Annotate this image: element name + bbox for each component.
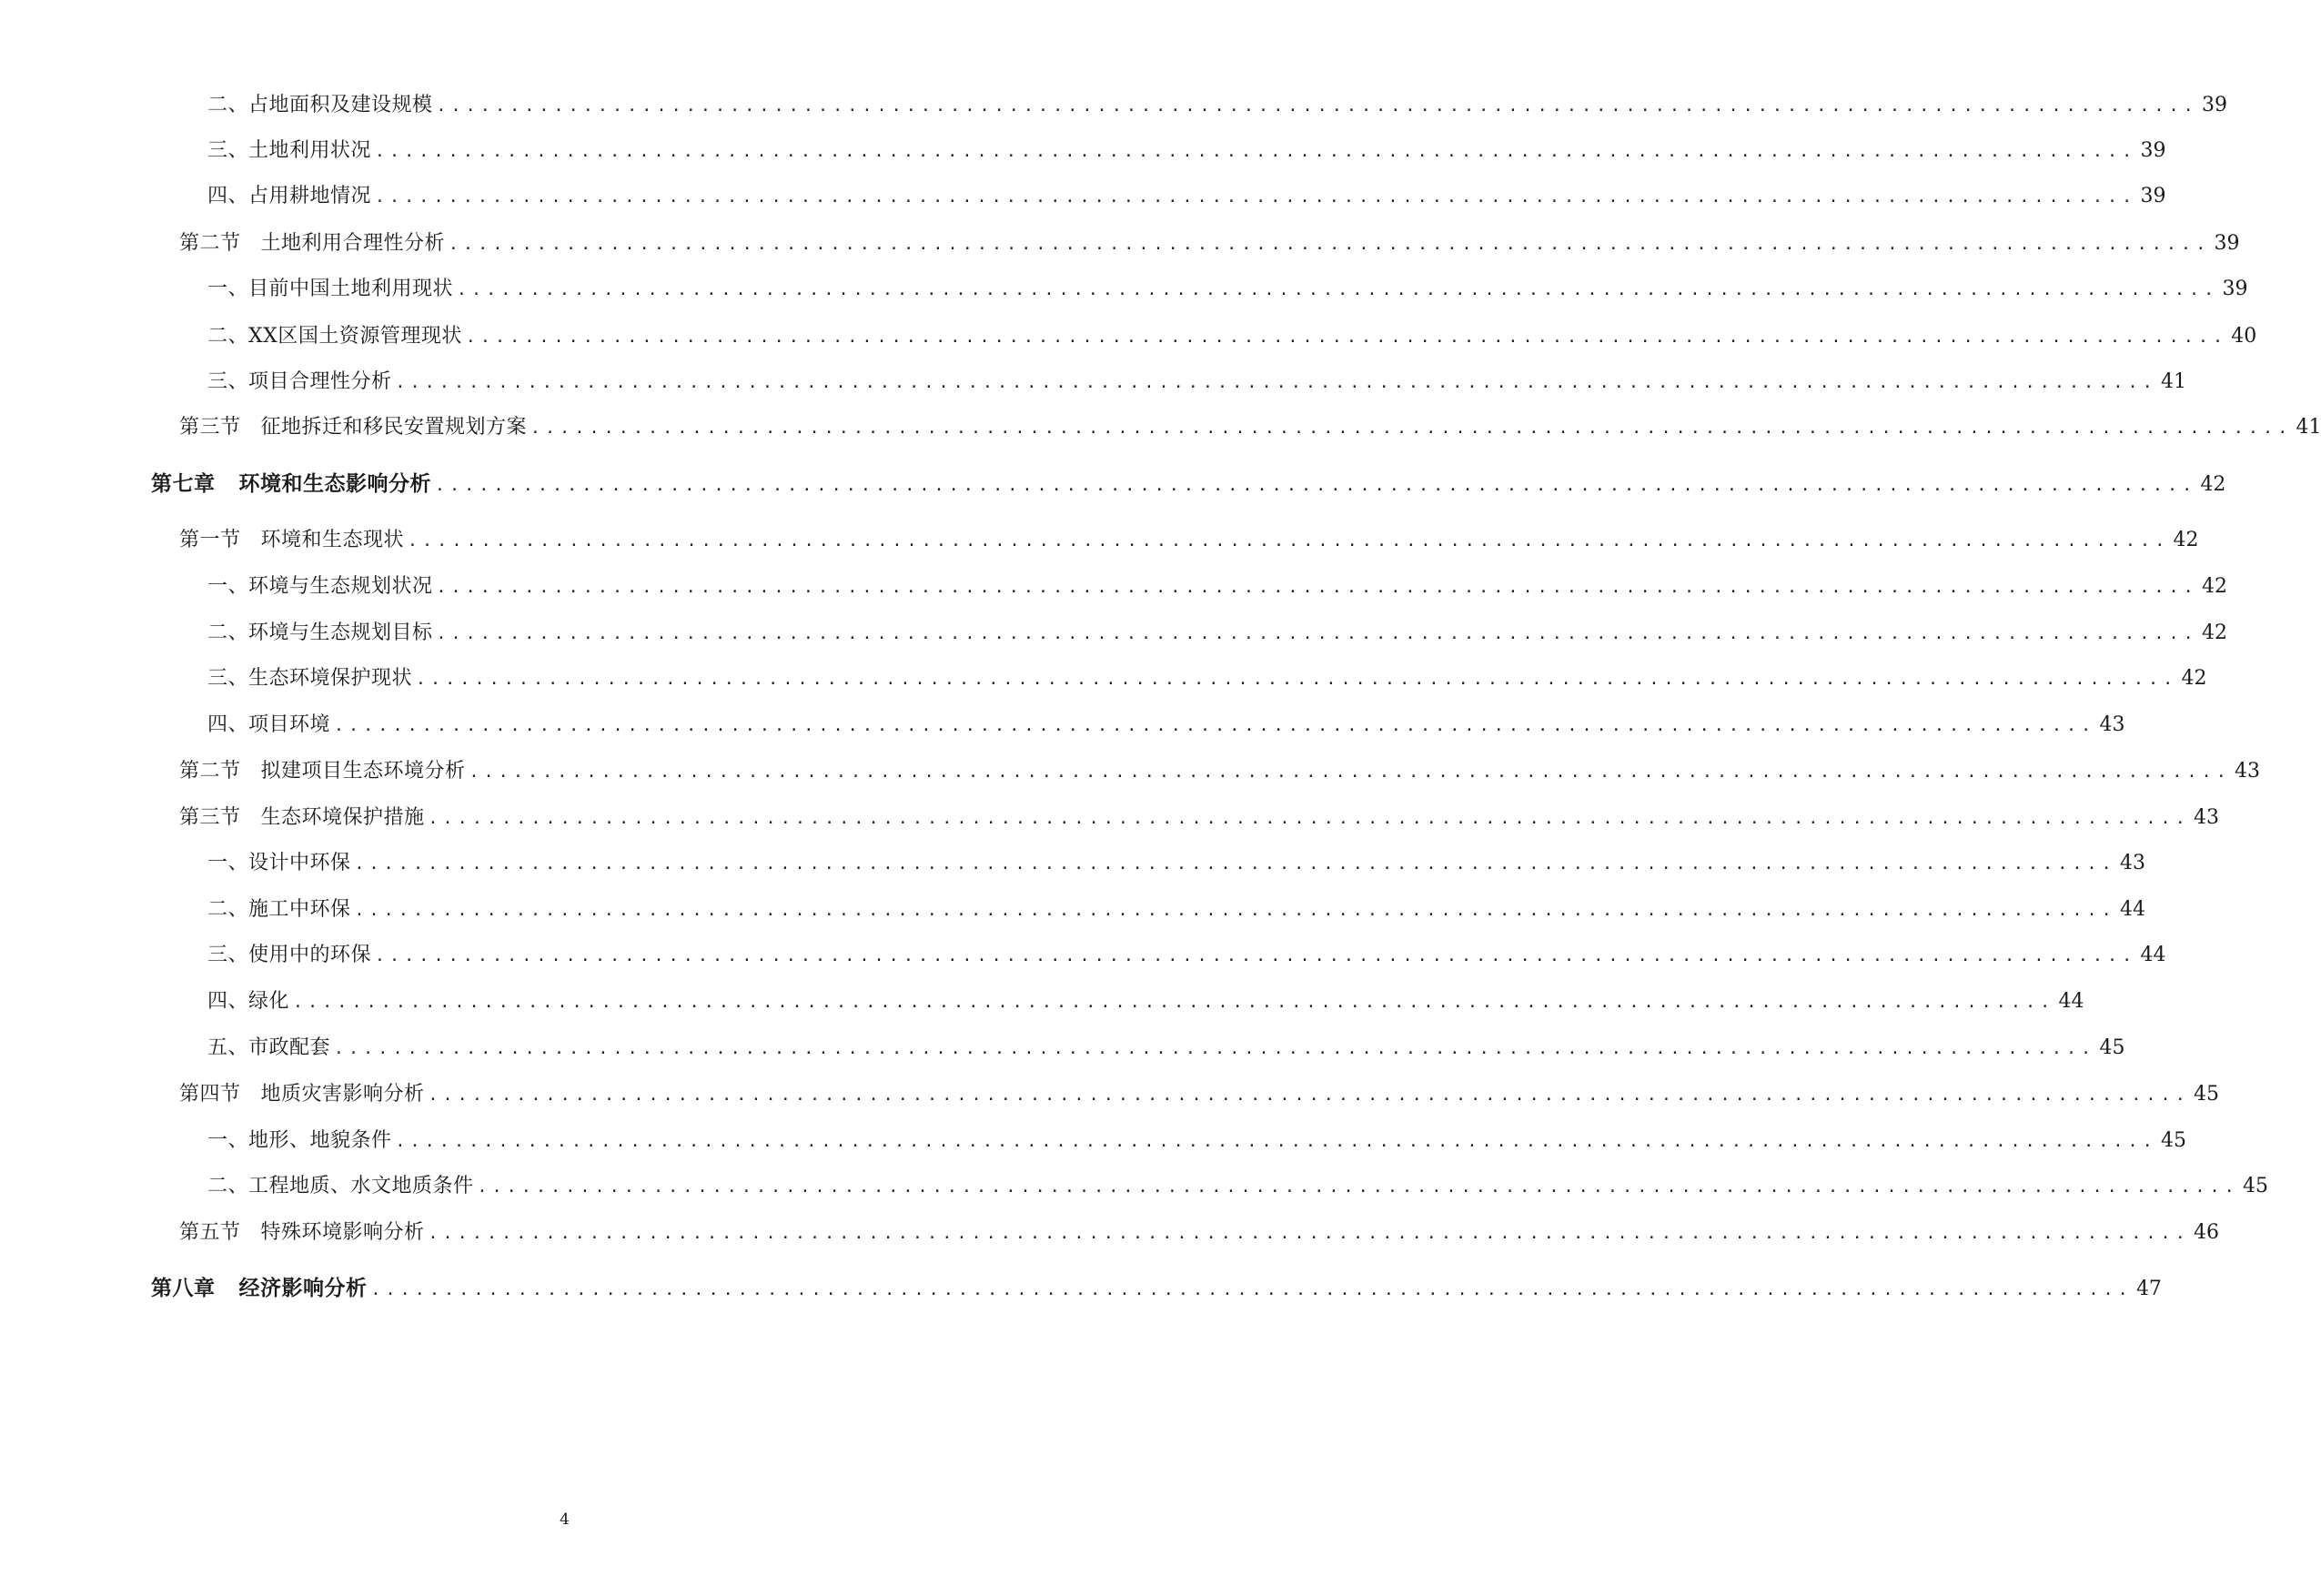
toc-entry-title	[207, 364, 392, 400]
toc-entry-page: 44	[2119, 898, 2145, 921]
toc-dot-leader: ........................................................................................................................	[449, 235, 2211, 254]
toc-dot-leader: ........................................................................................................................	[416, 670, 2178, 689]
toc-entry-title	[207, 271, 453, 308]
toc-entry-page: 45	[2099, 1036, 2125, 1059]
toc-dot-leader: ........................................................................................................................	[435, 476, 2197, 495]
toc-entry-label: 二、施工中环保	[207, 898, 351, 921]
toc-entry-prefix: 第八章	[151, 1277, 216, 1300]
toc-entry-item[interactable]	[207, 892, 2145, 928]
toc-entry-title	[207, 892, 351, 928]
toc-entry-label: 环境和生态现状	[260, 529, 405, 551]
toc-entry-page: 40	[2231, 325, 2257, 348]
toc-dot-leader: ........................................................................................................................	[428, 1086, 2190, 1105]
toc-dot-leader: ........................................................................................................................	[375, 142, 2137, 161]
toc-entry-page: 44	[2058, 990, 2084, 1013]
toc-entry-chapter[interactable]	[151, 466, 2226, 502]
toc-dot-leader: ........................................................................................................................	[334, 1039, 2096, 1058]
toc-entry-label: 三、项目合理性分析	[207, 370, 392, 393]
toc-entry-page: 45	[2160, 1129, 2186, 1152]
toc-entry-section[interactable]	[179, 1215, 2219, 1251]
toc-entry-title	[207, 318, 462, 355]
toc-entry-item[interactable]	[207, 1030, 2125, 1066]
toc-entry-title	[207, 937, 371, 974]
toc-entry-page: 42	[2201, 621, 2227, 644]
toc-entry-title	[179, 522, 404, 559]
toc-entry-section[interactable]	[179, 800, 2219, 836]
toc-dot-leader: ........................................................................................................................	[408, 531, 2170, 551]
toc-entry-label: 一、地形、地貌条件	[207, 1129, 392, 1152]
toc-entry-label: 二、环境与生态规划目标	[207, 621, 433, 644]
toc-entry-item[interactable]	[207, 845, 2145, 882]
toc-entry-item[interactable]	[207, 937, 2166, 974]
toc-entry-label: 环境和生态影响分析	[238, 472, 431, 496]
toc-entry-label: 三、使用中的环保	[207, 944, 372, 966]
toc-entry-section[interactable]	[179, 522, 2199, 559]
toc-entry-page: 46	[2193, 1221, 2219, 1244]
toc-entry-label: 生态环境保护措施	[260, 806, 425, 829]
toc-entry-section[interactable]	[179, 1076, 2219, 1113]
toc-entry-label: 三、生态环境保护现状	[207, 667, 413, 690]
page-number: 4	[560, 1510, 570, 1529]
toc-entry-page: 39	[2214, 232, 2240, 255]
toc-entry-prefix: 第二节	[179, 760, 241, 783]
toc-entry-title	[207, 1168, 474, 1205]
toc-entry-page: 43	[2193, 806, 2219, 829]
toc-entry-page: 47	[2135, 1278, 2162, 1300]
toc-entry-label: 四、占用耕地情况	[207, 185, 372, 207]
toc-entry-prefix: 第三节	[179, 806, 241, 829]
toc-entry-prefix: 第一节	[179, 529, 241, 551]
toc-entry-label: 征地拆迁和移民安置规划方案	[260, 416, 528, 439]
toc-entry-title	[207, 1030, 330, 1066]
toc-entry-title	[207, 615, 433, 652]
toc-entry-label: 经济影响分析	[238, 1277, 368, 1300]
toc-dot-leader: ........................................................................................................................	[395, 373, 2157, 392]
toc-entry-page: 42	[2200, 473, 2226, 496]
toc-entry-title	[207, 984, 289, 1020]
toc-dot-leader: ........................................................................................................................	[395, 1132, 2157, 1151]
toc-entry-item[interactable]	[207, 318, 2257, 355]
toc-dot-leader: ........................................................................................................................	[375, 946, 2137, 965]
toc-dot-leader: ........................................................................................................................	[354, 854, 2116, 874]
toc-entry-title	[207, 707, 330, 743]
toc-entry-item[interactable]	[207, 615, 2227, 652]
toc-entry-page: 39	[2201, 94, 2227, 116]
toc-dot-leader: ........................................................................................................................	[465, 328, 2228, 347]
toc-entry-label: 四、项目环境	[207, 713, 331, 736]
toc-entry-section[interactable]	[179, 753, 2260, 790]
toc-dot-leader: ........................................................................................................................	[375, 187, 2137, 207]
toc-entry-prefix: 第五节	[179, 1221, 241, 1244]
toc-entry-title	[207, 133, 371, 169]
toc-entry-prefix: 第三节	[179, 416, 241, 439]
toc-entry-label: 土地利用合理性分析	[260, 232, 446, 255]
toc-entry-page: 44	[2140, 944, 2166, 966]
toc-entry-item[interactable]	[207, 364, 2186, 400]
toc-entry-title	[179, 1076, 425, 1113]
toc-entry-title	[207, 178, 371, 215]
toc-entry-title	[179, 753, 466, 790]
toc-entry-section[interactable]	[179, 226, 2240, 262]
toc-dot-leader: ........................................................................................................................	[293, 993, 2055, 1012]
toc-entry-item[interactable]	[207, 707, 2125, 743]
toc-entry-item[interactable]	[207, 178, 2166, 215]
toc-entry-label: 四、绿化	[207, 990, 290, 1013]
toc-entry-title	[179, 800, 425, 836]
toc-dot-leader: ........................................................................................................................	[428, 809, 2190, 828]
toc-entry-label: 一、设计中环保	[207, 852, 351, 874]
toc-entry-prefix: 第四节	[179, 1083, 241, 1106]
toc-entry-label: 拟建项目生态环境分析	[260, 760, 466, 783]
toc-dot-leader: ........................................................................................................................	[469, 763, 2231, 782]
toc-entry-title	[207, 569, 433, 605]
toc-dot-leader: ........................................................................................................................	[530, 419, 2293, 438]
toc-entry-item[interactable]	[207, 1168, 2268, 1205]
toc-entry-title	[151, 466, 431, 502]
toc-entry-page: 42	[2173, 529, 2199, 551]
toc-dot-leader: ........................................................................................................................	[428, 1224, 2190, 1243]
toc-entry-item[interactable]	[207, 1123, 2186, 1159]
toc-entry-label: 二、XX区国土资源管理现状	[207, 325, 462, 348]
toc-entry-title	[207, 661, 412, 697]
toc-entry-title	[207, 87, 433, 124]
toc-entry-prefix: 第二节	[179, 232, 241, 255]
toc-entry-item[interactable]	[207, 271, 2248, 308]
toc-entry-title	[179, 1215, 425, 1251]
toc-dot-leader: ........................................................................................................................	[354, 901, 2116, 920]
toc-entry-section[interactable]	[179, 409, 2321, 446]
toc-entry-title	[179, 409, 527, 446]
toc-entry-title	[179, 226, 445, 262]
toc-entry-prefix: 第七章	[151, 472, 216, 496]
toc-entry-page: 39	[2140, 139, 2166, 162]
toc-entry-item[interactable]	[207, 661, 2207, 697]
toc-entry-label: 地质灾害影响分析	[260, 1083, 425, 1106]
toc-entry-page: 42	[2201, 575, 2227, 598]
toc-entry-item[interactable]	[207, 133, 2166, 169]
toc-entry-title	[207, 1123, 392, 1159]
toc-entry-label: 二、工程地质、水文地质条件	[207, 1175, 474, 1197]
toc-entry-page: 45	[2242, 1175, 2268, 1197]
toc-entry-label: 特殊环境影响分析	[260, 1221, 425, 1244]
toc-entry-page: 45	[2193, 1083, 2219, 1106]
toc-entry-chapter[interactable]	[151, 1270, 2162, 1307]
toc-entry-label: 二、占地面积及建设规模	[207, 94, 433, 116]
toc-entry-item[interactable]	[207, 569, 2227, 605]
toc-dot-leader: ........................................................................................................................	[477, 1177, 2239, 1197]
toc-entry-page: 39	[2222, 278, 2248, 300]
toc-entry-page: 43	[2234, 760, 2260, 783]
toc-dot-leader: ........................................................................................................................	[457, 280, 2219, 299]
toc-entry-page: 41	[2296, 416, 2321, 439]
toc-entry-title	[151, 1270, 368, 1307]
toc-dot-leader: ........................................................................................................................	[370, 1280, 2133, 1299]
toc-entry-label: 一、目前中国土地利用现状	[207, 278, 454, 300]
toc-dot-leader: ........................................................................................................................	[436, 96, 2198, 116]
toc-dot-leader: ........................................................................................................................	[436, 624, 2198, 643]
toc-entry-page: 39	[2140, 185, 2166, 207]
toc-entry-label: 一、环境与生态规划状况	[207, 575, 433, 598]
toc-entry-page: 43	[2119, 852, 2145, 874]
toc-entry-label: 三、土地利用状况	[207, 139, 372, 162]
toc-dot-leader: ........................................................................................................................	[334, 716, 2096, 735]
toc-entry-item[interactable]	[207, 87, 2227, 124]
toc-entry-page: 41	[2160, 370, 2186, 393]
toc-entry-item[interactable]	[207, 984, 2084, 1020]
toc-entry-page: 42	[2181, 667, 2207, 690]
toc-entry-label: 五、市政配套	[207, 1036, 331, 1059]
toc-dot-leader: ........................................................................................................................	[436, 578, 2198, 597]
toc-entry-title	[207, 845, 351, 882]
toc-entry-page: 43	[2099, 713, 2125, 736]
